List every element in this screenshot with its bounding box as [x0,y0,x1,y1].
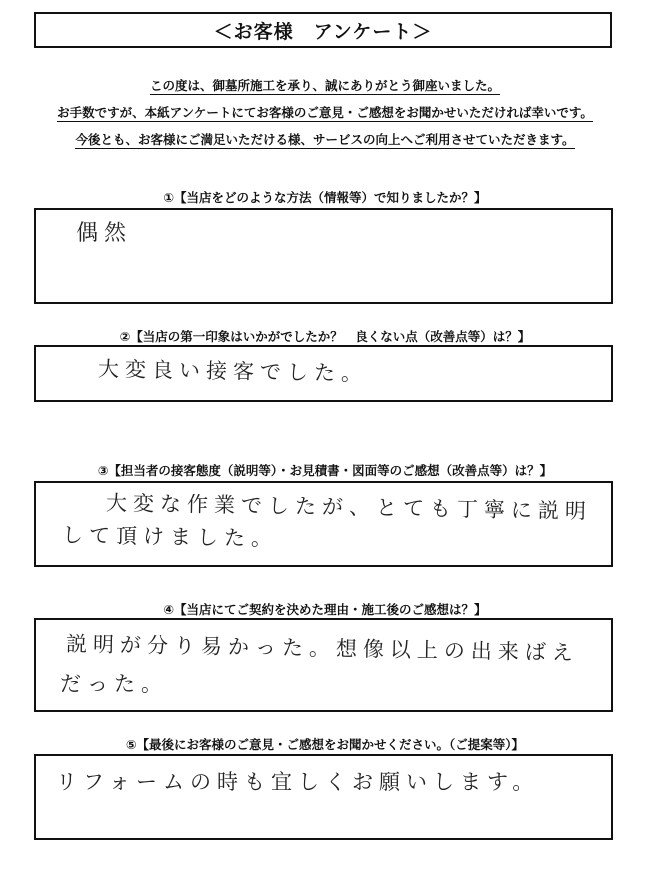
intro-line-2: お手数ですが、本紙アンケートにてお客様のご意見・ご感想をお聞かせいただければ幸いです。 [57,105,593,120]
answer-3-line-2: して頂けました。 [61,523,279,551]
answer-3-line-1: 大変な作業でしたが、とても丁寧に説明 [105,491,593,524]
survey-title: ＜お客様 アンケート＞ [34,12,612,48]
intro-text [20,72,630,153]
question-4-label: ④【当店にてご契約を決めた理由・施工後のご感想は？】 [163,602,487,617]
answer-2-line-1: 大変良い接客でした。 [97,357,369,386]
intro-line-1: この度は、御墓所施工を承り、誠にありがとう御座いました。 [149,78,500,93]
question-1-label: ①【当店をどのような方法（情報等）で知りましたか？】 [163,190,487,205]
answer-box-5[interactable] [34,754,613,840]
answer-box-3[interactable] [34,481,613,567]
answer-box-1[interactable] [34,208,613,304]
question-3-label: ③【担当者の接客態度（説明等）・お見積書・図面等のご感想（改善点等）は？】 [97,463,553,478]
question-2-label: ②【当店の第一印象はいかがでしたか？ 良くない点（改善点等）は？】 [119,329,531,344]
question-5-label: ⑤【最後にお客様のご意見・ご感想をお聞かせください。（ご提案等）】 [125,737,525,752]
answer-box-2[interactable] [34,345,613,402]
answer-box-4[interactable] [34,618,613,712]
intro-line-3: 今後とも、お客様にご満足いただける様、サービスの向上へご利用させていただきます。 [75,132,575,147]
answer-4-line-2: だった。 [60,672,168,696]
answer-4-line-1: 説明が分り易かった。想像以上の出来ばえ [65,632,580,665]
answer-5-line-1: リフォームの時も宜しくお願いします。 [56,770,540,794]
answer-1-line-1: 偶然 [76,221,133,246]
